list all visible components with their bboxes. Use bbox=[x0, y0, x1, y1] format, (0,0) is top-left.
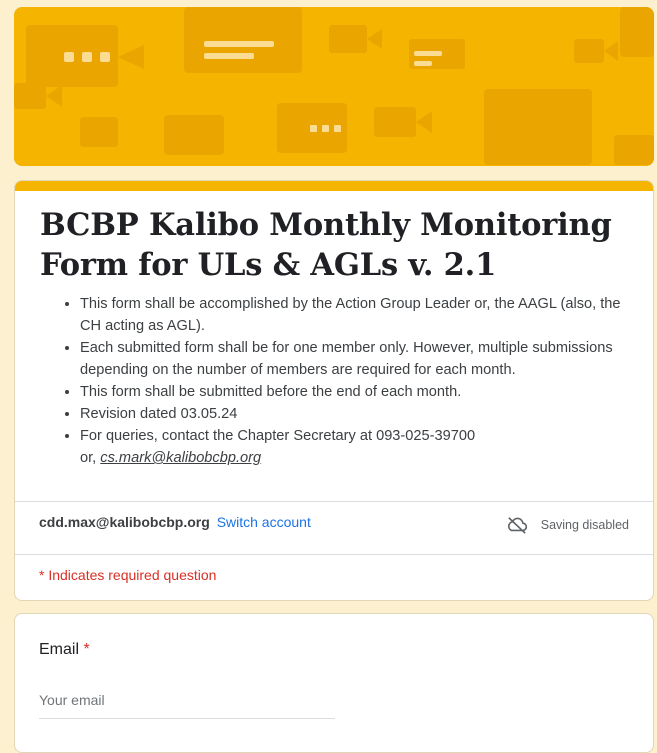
required-note-row bbox=[15, 554, 653, 601]
switch-account-link[interactable]: Switch account bbox=[216, 514, 311, 530]
account-email: cdd.max@kalibobcbp.org bbox=[39, 514, 210, 530]
description-item: • Revision dated 03.05.24 bbox=[80, 403, 629, 425]
contact-text: For queries, contact the Chapter Secretary at 093-025-39700 bbox=[80, 428, 476, 444]
form-title-line-2: Form for ULs & AGLs v. 2.1 bbox=[40, 247, 497, 283]
required-asterisk: * bbox=[83, 641, 90, 658]
email-field[interactable]: Your email bbox=[39, 692, 335, 719]
contact-email-link[interactable]: cs.mark@kalibobcbp.org bbox=[100, 450, 262, 466]
description-item: • Each submitted form shall be for one member only. However, multiple submissions depending on the number of members are required for each month. bbox=[80, 337, 629, 381]
question-card-email bbox=[14, 613, 654, 753]
required-note: * Indicates required question bbox=[39, 567, 217, 583]
header-banner bbox=[14, 7, 654, 166]
form-title bbox=[40, 205, 629, 285]
description-item bbox=[80, 425, 629, 469]
theme-accent-bar bbox=[15, 181, 653, 191]
divider bbox=[15, 501, 653, 502]
banner-illustration bbox=[14, 7, 654, 166]
description-item: • This form shall be submitted before the end of each month. bbox=[80, 381, 629, 403]
form-description bbox=[15, 293, 629, 469]
saving-status-text: Saving disabled bbox=[540, 518, 629, 532]
question-label bbox=[39, 641, 90, 659]
description-item: • This form shall be accomplished by the Action Group Leader or, the AAGL (also, the CH acting as AGL). bbox=[80, 293, 629, 337]
cloud-off-icon bbox=[506, 515, 528, 535]
account-info bbox=[39, 514, 311, 530]
contact-prefix: or, bbox=[80, 450, 101, 466]
form-title-line-1: BCBP Kalibo Monthly Monitoring bbox=[40, 207, 612, 243]
question-title: Email bbox=[39, 641, 80, 658]
account-row bbox=[15, 501, 653, 553]
divider bbox=[15, 554, 653, 555]
saving-status bbox=[506, 515, 629, 535]
form-title-card bbox=[14, 180, 654, 601]
